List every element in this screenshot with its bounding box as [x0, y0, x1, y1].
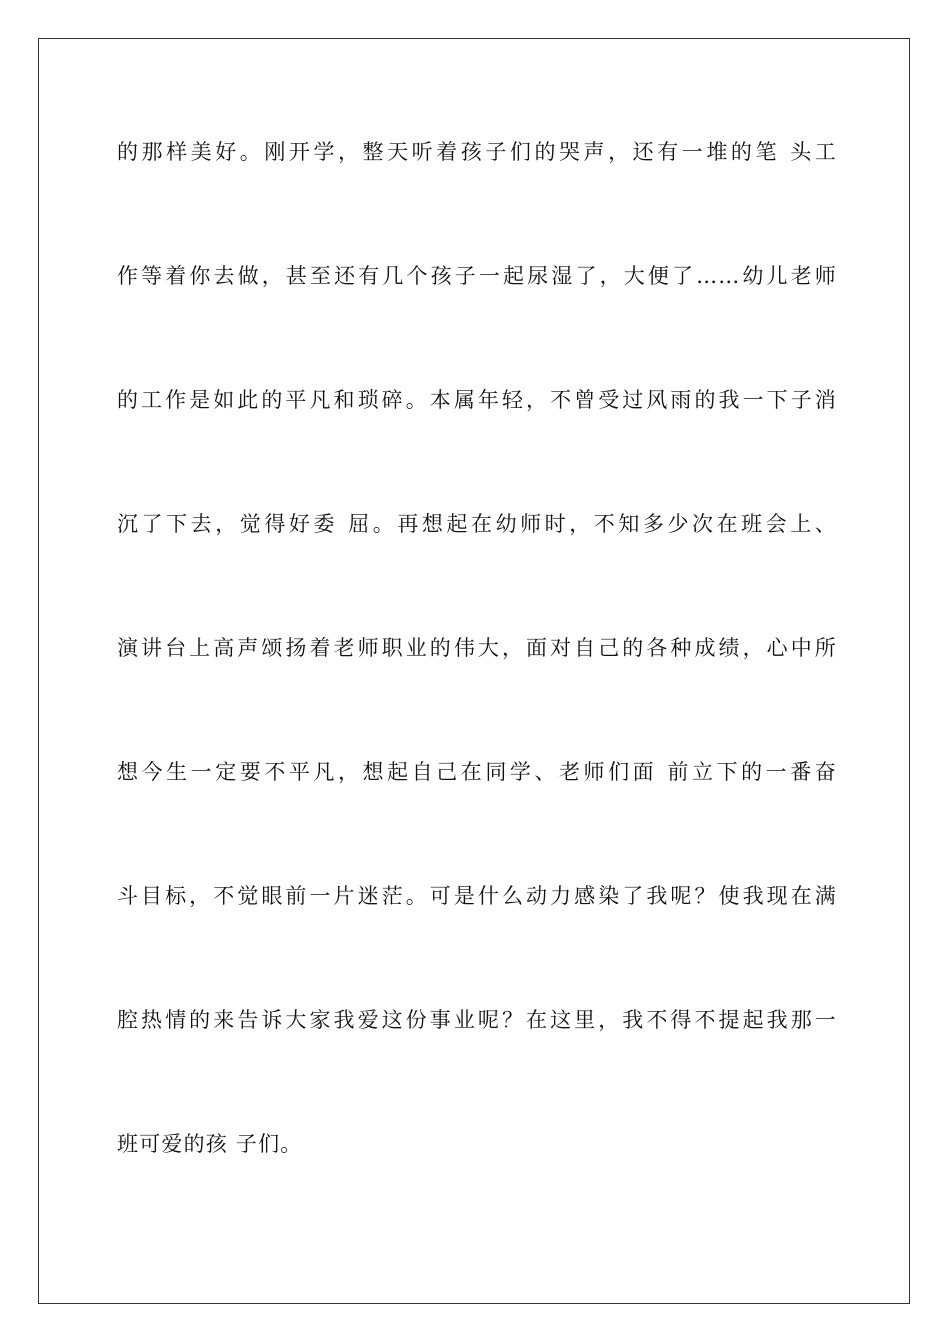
paragraph-line: 斗目标，不觉眼前一片迷茫。可是什么动力感染了我呢？使我现在满 — [117, 884, 837, 908]
paragraph-line: 作等着你去做，甚至还有几个孩子一起尿湿了，大便了……幼儿老师 — [117, 264, 837, 288]
paragraph-line: 演讲台上高声颂扬着老师职业的伟大，面对自己的各种成绩，心中所 — [117, 636, 837, 660]
page-border — [38, 38, 910, 1304]
paragraph-line: 沉了下去，觉得好委 屈。再想起在幼师时，不知多少次在班会上、 — [117, 512, 837, 536]
paragraph-line: 腔热情的来告诉大家我爱这份事业呢？在这里，我不得不提起我那一 — [117, 1008, 837, 1032]
paragraph-line: 的工作是如此的平凡和琐碎。本属年轻，不曾受过风雨的我一下子消 — [117, 388, 837, 412]
paragraph-line: 的那样美好。刚开学，整天听着孩子们的哭声，还有一堆的笔 头工 — [117, 140, 837, 164]
paragraph-line-last: 班可爱的孩 子们。 — [117, 1132, 303, 1156]
paragraph-line: 想今生一定要不平凡，想起自己在同学、老师们面 前立下的一番奋 — [117, 760, 837, 784]
